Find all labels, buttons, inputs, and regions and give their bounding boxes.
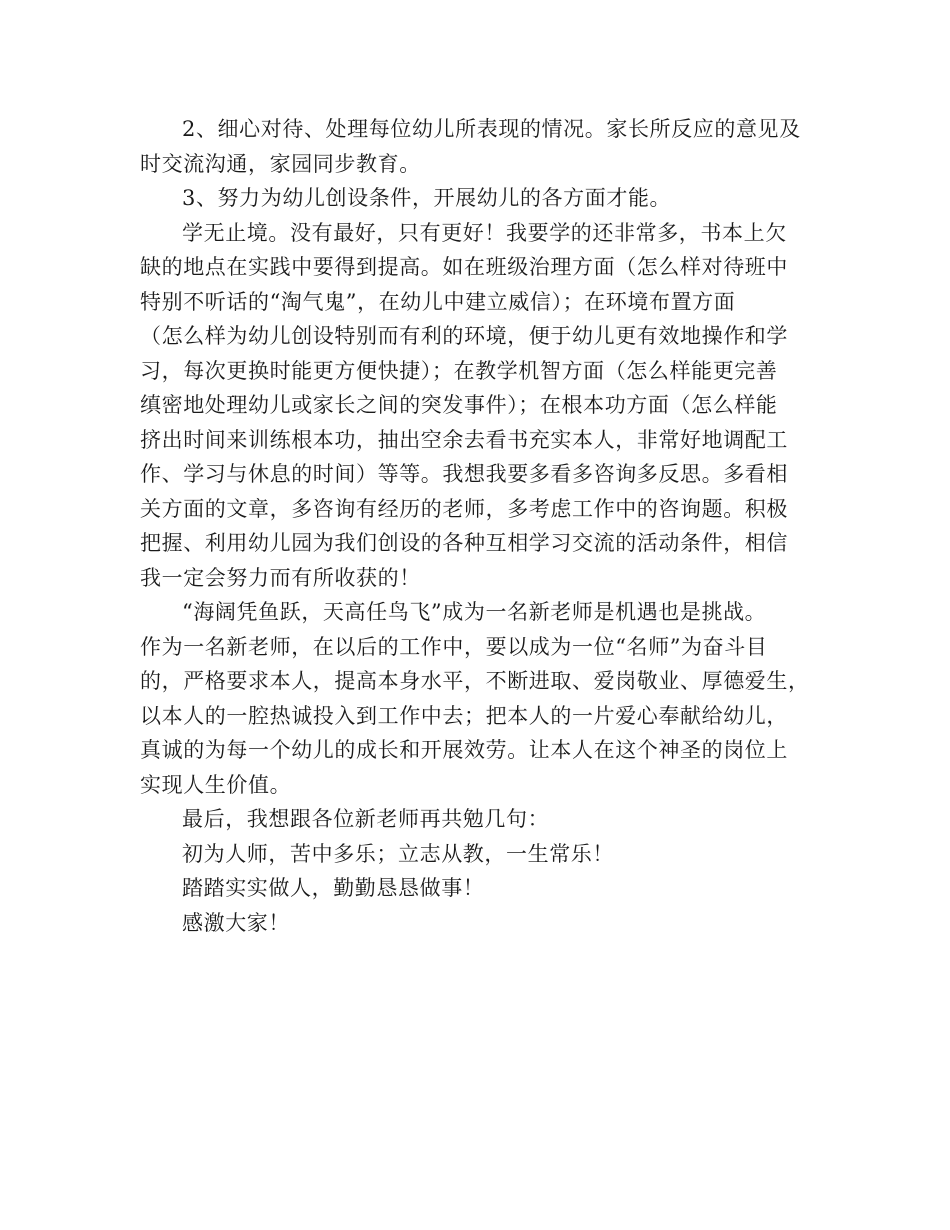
paragraph-line: 的，严格要求本人，提高本身水平，不断进取、爱岗敬业、厚德爱生，	[140, 669, 810, 693]
paragraph-line: 学无止境。没有最好，只有更好！我要学的还非常多，书本上欠	[182, 220, 787, 245]
paragraph-line: 关方面的文章，多咨询有经历的老师，多考虑工作中的咨询题。积极	[140, 496, 788, 521]
paragraph-line: 2、细心对待、处理每位幼儿所表现的情况。家长所反应的意见及	[182, 117, 801, 141]
paragraph-line: 我一定会努力而有所收获的！	[140, 565, 421, 590]
paragraph-line: 时交流沟通，家园同步教育。	[140, 151, 421, 176]
paragraph-line: 把握、利用幼儿园为我们创设的各种互相学习交流的活动条件，相信	[140, 531, 788, 555]
paragraph-line: 实现人生价值。	[140, 772, 292, 797]
paragraph-line: 缜密地处理幼儿或家长之间的突发事件）；在根本功方面（怎么样能	[140, 393, 778, 417]
paragraph-line: 挤出时间来训练根本功，抽出空余去看书充实本人，非常好地调配工	[140, 427, 788, 452]
paragraph-line: 作为一名新老师，在以后的工作中，要以成为一位“名师”为奋斗目	[140, 634, 768, 659]
paragraph-line: 真诚的为每一个幼儿的成长和开展效劳。让本人在这个神圣的岗位上	[140, 738, 788, 762]
paragraph-line: 踏踏实实做人，勤勤恳恳做事！	[182, 876, 485, 900]
paragraph-line: 感激大家！	[182, 910, 290, 935]
paragraph-line: 初为人师，苦中多乐；立志从教，一生常乐！	[182, 841, 614, 866]
paragraph-line: 特别不听话的“淘气鬼”，在幼儿中建立威信）；在环境布置方面	[140, 289, 736, 314]
paragraph-line: 缺的地点在实践中要得到提高。如在班级治理方面（怎么样对待班中	[140, 255, 788, 279]
paragraph-line: （怎么样为幼儿创设特别而有利的环境，便于幼儿更有效地操作和学	[140, 324, 788, 348]
paragraph-line: 作、学习与休息的时间）等等。我想我要多看多咨询多反思。多看相	[140, 462, 788, 486]
paragraph-line: 3、努力为幼儿创设条件，开展幼儿的各方面才能。	[182, 186, 672, 210]
paragraph-line: “海阔凭鱼跃，天高任鸟飞”成为一名新老师是机遇也是挑战。	[182, 600, 767, 624]
paragraph-line: 习，每次更换时能更方便快捷）；在教学机智方面（怎么样能更完善	[140, 358, 778, 383]
body-text	[140, 112, 840, 940]
paragraph-line: 最后，我想跟各位新老师再共勉几句：	[182, 807, 550, 831]
paragraph-line: 以本人的一腔热诚投入到工作中去；把本人的一片爱心奉献给幼儿，	[140, 703, 788, 728]
